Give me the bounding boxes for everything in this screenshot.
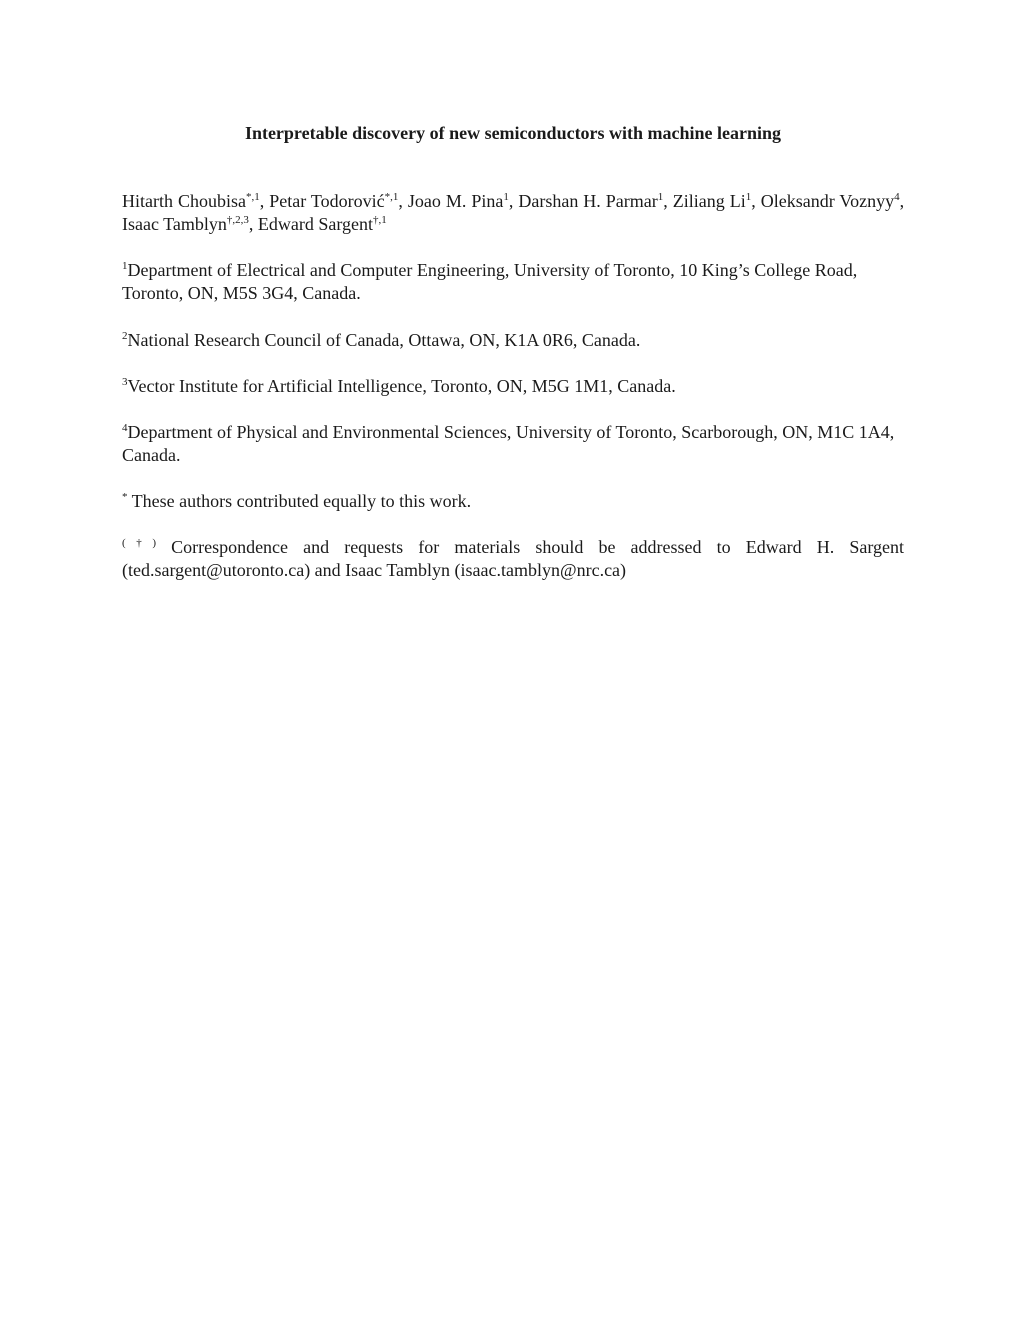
author-marks: 4 — [894, 191, 900, 203]
author: Hitarth Choubisa — [122, 191, 246, 211]
author-list: Hitarth Choubisa$^{*,1}$, Petar Todorović$^{*,1}$, Joao M. Pina$^1$, Darshan H. Parmar$^1$, Ziliang Li$^1$, Oleksandr Voznyy$^4$, Isaac Tamblyn$^{\dagger,2,3}$, Edward Sargent$^{\dagger,1}$ — [122, 191, 905, 234]
author: Joao M. Pina — [407, 191, 504, 211]
author-marks: *,1 — [245, 191, 260, 203]
author-marks: 1 — [657, 191, 664, 203]
affiliation-number: 3 — [122, 376, 128, 388]
footnote-mark: * — [122, 491, 128, 503]
author: Isaac Tamblyn — [122, 214, 227, 234]
author: Petar Todorović — [269, 191, 385, 211]
affiliation-text: Vector Institute for Artificial Intelligence, Toronto, ON, M5G 1M1, Canada. — [127, 376, 676, 396]
affiliation-4 — [122, 421, 904, 467]
author: Edward Sargent — [257, 214, 374, 234]
author-marks: *,1 — [384, 191, 399, 203]
author: Oleksandr Voznyy — [760, 191, 895, 211]
footnote-text: Correspondence and requests for materials should be addressed to Edward H. Sargent (ted.sargent@utoronto.ca) and Isaac Tamblyn (isaac.tamblyn@nrc.ca) — [122, 537, 904, 580]
author-marks: 1 — [503, 191, 509, 203]
affiliation-2 — [122, 329, 904, 352]
correspondence-note — [122, 536, 904, 582]
author: Darshan H. Parmar — [518, 191, 658, 211]
author: Ziliang Li — [672, 191, 746, 211]
footnote-text: These authors contributed equally to this work. — [127, 491, 472, 511]
affiliation-text: Department of Electrical and Computer Engineering, University of Toronto, 10 King’s College Road, Toronto, ON, M5S 3G4, Canada. — [122, 260, 858, 303]
author-marks: †,1 — [373, 214, 387, 226]
affiliation-text: National Research Council of Canada, Ottawa, ON, K1A 0R6, Canada. — [127, 330, 641, 350]
affiliation-3 — [122, 375, 904, 398]
affiliation-number: 2 — [122, 330, 128, 342]
affiliation-number: 1 — [122, 260, 128, 272]
author-marks: 1 — [745, 191, 752, 203]
author-marks: †,2,3 — [226, 214, 249, 226]
affiliation-number: 4 — [122, 422, 128, 434]
equal-contribution-note — [122, 490, 904, 513]
paper-title: Interpretable discovery of new semiconductors with machine learning — [244, 123, 782, 143]
affiliation-text: Department of Physical and Environmental Sciences, University of Toronto, Scarborough, ON, M1C 1A4, Canada. — [122, 422, 895, 465]
footnote-mark: (†) — [122, 537, 156, 549]
affiliation-1 — [122, 259, 904, 305]
